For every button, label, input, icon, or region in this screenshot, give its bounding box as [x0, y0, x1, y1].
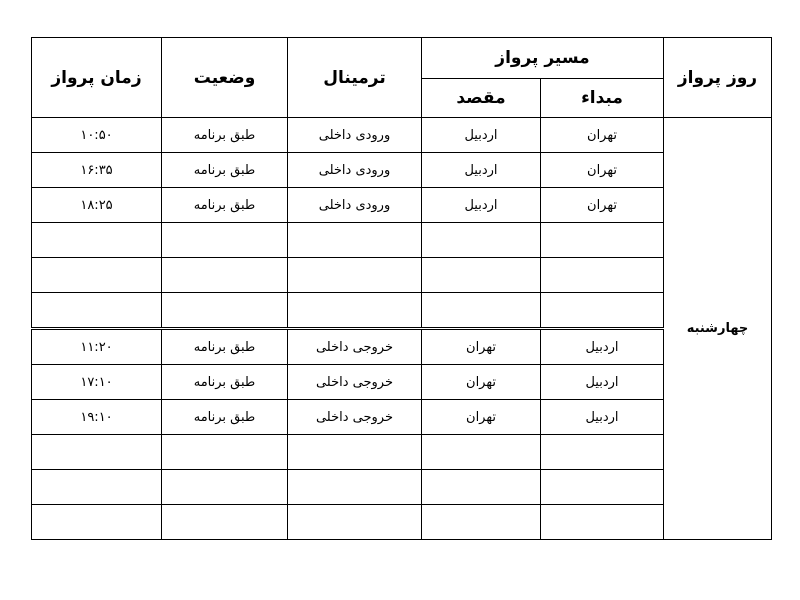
- table-row: [32, 153, 772, 188]
- destination-cell: [422, 293, 541, 329]
- table-row: [32, 223, 772, 258]
- time-cell: [32, 470, 162, 505]
- status-cell: [162, 505, 288, 540]
- destination-cell: [422, 505, 541, 540]
- status-cell: [162, 470, 288, 505]
- time-cell: [32, 223, 162, 258]
- table-row: [32, 505, 772, 540]
- origin-cell: تهران: [541, 118, 664, 153]
- terminal-cell: ورودی داخلی: [288, 188, 422, 223]
- terminal-cell: خروجی داخلی: [288, 365, 422, 400]
- origin-cell: تهران: [541, 153, 664, 188]
- terminal-cell: [288, 258, 422, 293]
- table-row: [32, 329, 772, 365]
- destination-cell: تهران: [422, 365, 541, 400]
- origin-cell: [541, 258, 664, 293]
- status-cell: طبق برنامه: [162, 118, 288, 153]
- origin-cell: اردبیل: [541, 400, 664, 435]
- header-day: روز پرواز: [664, 38, 772, 118]
- origin-cell: [541, 293, 664, 329]
- status-cell: طبق برنامه: [162, 365, 288, 400]
- destination-cell: [422, 470, 541, 505]
- time-cell: ۱۰:۵۰: [32, 118, 162, 153]
- status-cell: [162, 293, 288, 329]
- table-row: [32, 400, 772, 435]
- status-cell: [162, 223, 288, 258]
- status-cell: طبق برنامه: [162, 400, 288, 435]
- destination-cell: اردبیل: [422, 153, 541, 188]
- table-row: [32, 365, 772, 400]
- destination-cell: اردبیل: [422, 188, 541, 223]
- terminal-cell: [288, 435, 422, 470]
- status-cell: [162, 435, 288, 470]
- terminal-cell: [288, 505, 422, 540]
- header-route: مسیر پرواز: [422, 38, 664, 79]
- terminal-cell: [288, 223, 422, 258]
- destination-cell: [422, 258, 541, 293]
- flight-schedule-table: [31, 37, 772, 540]
- time-cell: [32, 435, 162, 470]
- destination-cell: تهران: [422, 400, 541, 435]
- table-row: [32, 118, 772, 153]
- header-origin: مبداء: [541, 79, 664, 118]
- time-cell: [32, 505, 162, 540]
- table-row: [32, 293, 772, 329]
- header-time: زمان پرواز: [32, 38, 162, 118]
- terminal-cell: خروجی داخلی: [288, 400, 422, 435]
- status-cell: طبق برنامه: [162, 153, 288, 188]
- status-cell: طبق برنامه: [162, 188, 288, 223]
- origin-cell: اردبیل: [541, 329, 664, 365]
- terminal-cell: ورودی داخلی: [288, 153, 422, 188]
- header-destination: مقصد: [422, 79, 541, 118]
- origin-cell: [541, 435, 664, 470]
- time-cell: ۱۷:۱۰: [32, 365, 162, 400]
- origin-cell: [541, 223, 664, 258]
- origin-cell: اردبیل: [541, 365, 664, 400]
- time-cell: [32, 258, 162, 293]
- destination-cell: [422, 435, 541, 470]
- table-row: [32, 258, 772, 293]
- header-status: وضعیت: [162, 38, 288, 118]
- time-cell: [32, 293, 162, 329]
- terminal-cell: خروجی داخلی: [288, 329, 422, 365]
- terminal-cell: [288, 470, 422, 505]
- status-cell: [162, 258, 288, 293]
- time-cell: ۱۱:۲۰: [32, 329, 162, 365]
- status-cell: طبق برنامه: [162, 329, 288, 365]
- destination-cell: تهران: [422, 329, 541, 365]
- time-cell: ۱۶:۳۵: [32, 153, 162, 188]
- origin-cell: [541, 470, 664, 505]
- table-row: [32, 435, 772, 470]
- origin-cell: [541, 505, 664, 540]
- time-cell: ۱۹:۱۰: [32, 400, 162, 435]
- table-row: [32, 188, 772, 223]
- destination-cell: [422, 223, 541, 258]
- day-cell: چهارشنبه: [664, 118, 772, 540]
- origin-cell: تهران: [541, 188, 664, 223]
- header-terminal: ترمینال: [288, 38, 422, 118]
- terminal-cell: [288, 293, 422, 329]
- table-row: [32, 470, 772, 505]
- time-cell: ۱۸:۲۵: [32, 188, 162, 223]
- destination-cell: اردبیل: [422, 118, 541, 153]
- terminal-cell: ورودی داخلی: [288, 118, 422, 153]
